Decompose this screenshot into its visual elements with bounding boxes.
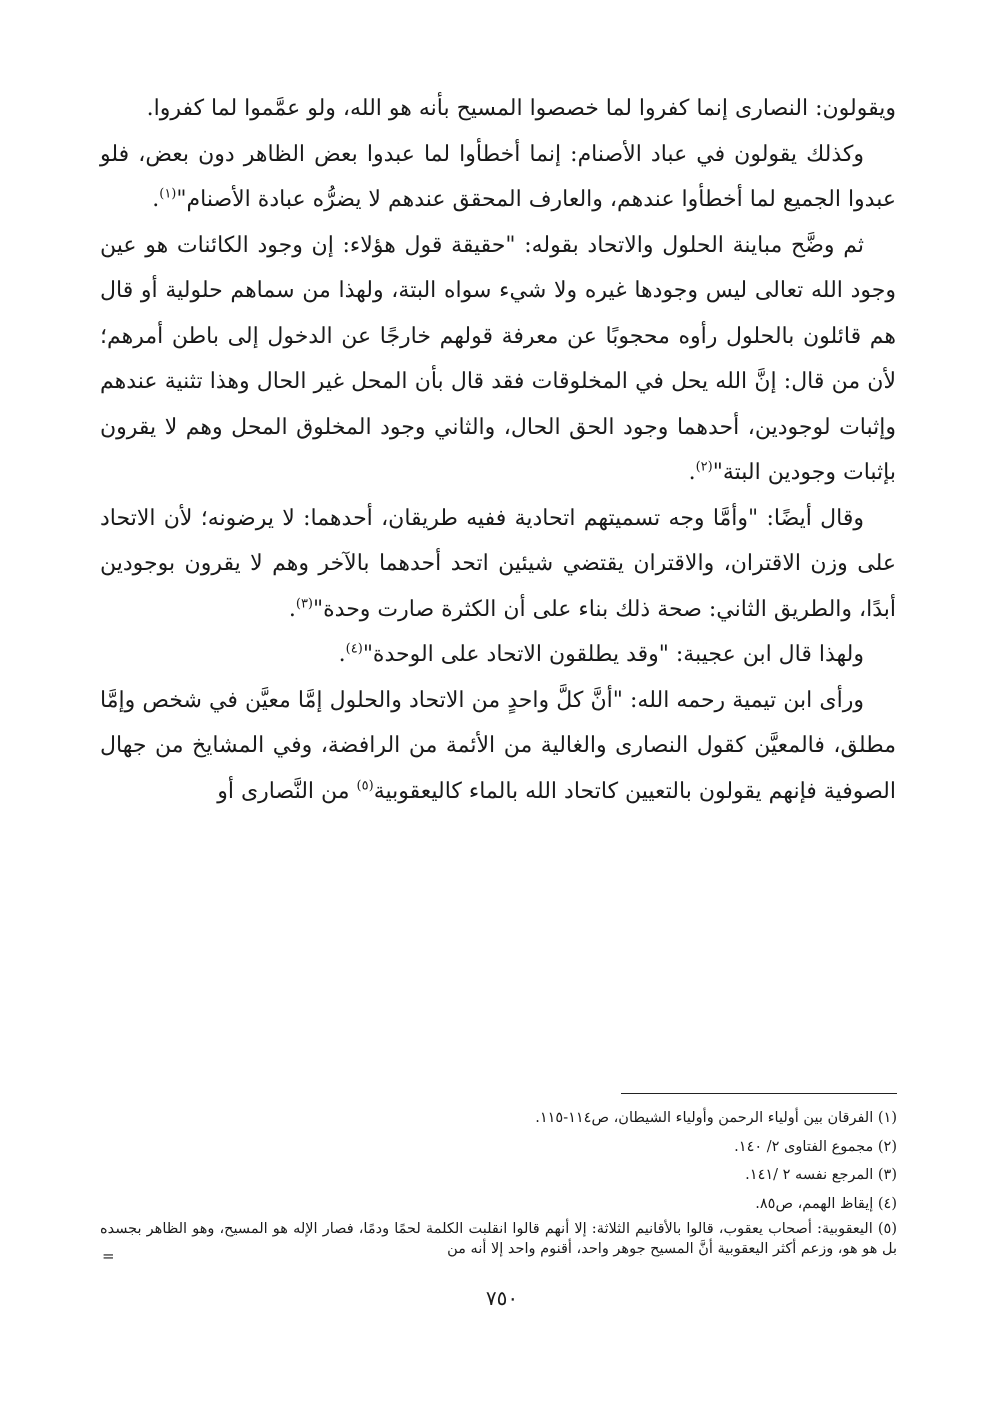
- footnote-ref-4[interactable]: (٤): [345, 641, 363, 657]
- page-number: ٧٥٠: [485, 1286, 519, 1310]
- paragraph-5: ولهذا قال ابن عجيبة: "وقد يطلقون الاتحاد على الوحدة"$^{(٤)}$.: [338, 641, 864, 667]
- footnote-ref-3[interactable]: (٣): [295, 596, 313, 612]
- footnotes: [100, 1104, 897, 1259]
- continuation-mark: =: [102, 1247, 115, 1265]
- paragraph-4: وقال أيضًا: "وأمَّا وجه تسميتهم اتحادية ففيه طريقان، أحدهما: لا يرضونه؛ لأن الاتحاد على وزن الاقتران، والاقتران يقتضي شيئين اتحد أحدهما بالآخر وهم لا يقرون بوجودين أبدًا، والطريق الثاني: صحة ذلك بناء على أن الكثرة صارت وحدة"$^{(٣)}$.: [100, 505, 896, 622]
- footnote-5: (٥) اليعقوبية: أصحاب يعقوب، قالوا بالأقانيم الثلاثة: إلا أنهم قالوا انقلبت الكلمة لحمًا ودمًا، فصار الإله هو المسيح، وهو الظاهر بجسده بل هو هو، وزعم أكثر اليعقوبية أنَّ المسيح جوهر واحد، أقنوم واحد إلا أنه من: [100, 1220, 897, 1257]
- footnote-separator: [621, 1093, 897, 1094]
- paragraph-1: ويقولون: النصارى إنما كفروا لما خصصوا المسيح بأنه هو الله، ولو عمَّموا لما كفروا.: [146, 96, 896, 121]
- footnote-ref-1[interactable]: (١): [159, 186, 177, 202]
- paragraph-6: ورأى ابن تيمية رحمه الله: "أنَّ كلَّ واحدٍ من الاتحاد والحلول إمَّا معيَّن في شخص وإمَّا مطلق، فالمعيَّن كقول النصارى والغالية من الأئمة من الرافضة، وفي المشايخ من جهال الصوفية فإنهم يقولون بالتعيين كاتحاد الله بالماء كاليعقوبية$^{(٥)}$ من النَّصارى أو: [100, 687, 896, 804]
- footnote-ref-2[interactable]: (٢): [695, 459, 713, 475]
- footnote-2: (٢) مجموع الفتاوى ٢/ ١٤٠.: [734, 1138, 897, 1155]
- footnote-1: (١) الفرقان بين أولياء الرحمن وأولياء الشيطان، ص١١٤-١١٥.: [535, 1110, 897, 1126]
- paragraph-3: ثم وضَّح مباينة الحلول والاتحاد بقوله: "حقيقة قول هؤلاء: إن وجود الكائنات هو عين وجود الله تعالى ليس وجودها غيره ولا شيء سواه البتة، ولهذا من سماهم حلولية أو قال هم قائلون بالحلول رأوه محجوبًا عن معرفة قولهم خارجًا عن الدخول إلى باطن أمرهم؛ لأن من قال: إنَّ الله يحل في المخلوقات فقد قال بأن المحل غير الحال وهذا تثنية عندهم وإثبات لوجودين، أحدهما وجود الحق الحال، والثاني وجود المخلوق المحل وهم لا يقرون بإثبات وجودين البتة"$^{(٢)}$.: [100, 232, 896, 485]
- paragraph-2: وكذلك يقولون في عباد الأصنام: إنما أخطأوا لما عبدوا بعض الظاهر دون بعض، فلو عبدوا الجميع لما أخطأوا عندهم، والعارف المحقق عندهم لا يضرُّه عبادة الأصنام"$^{(١)}$.: [100, 141, 896, 212]
- footnote-3: (٣) المرجع نفسه ٢ /١٤١.: [745, 1167, 897, 1184]
- footnote-ref-5[interactable]: (٥): [356, 778, 374, 794]
- main-text: [100, 86, 896, 814]
- footnote-4: (٤) إيقاظ الهمم، ص٨٥.: [755, 1196, 897, 1213]
